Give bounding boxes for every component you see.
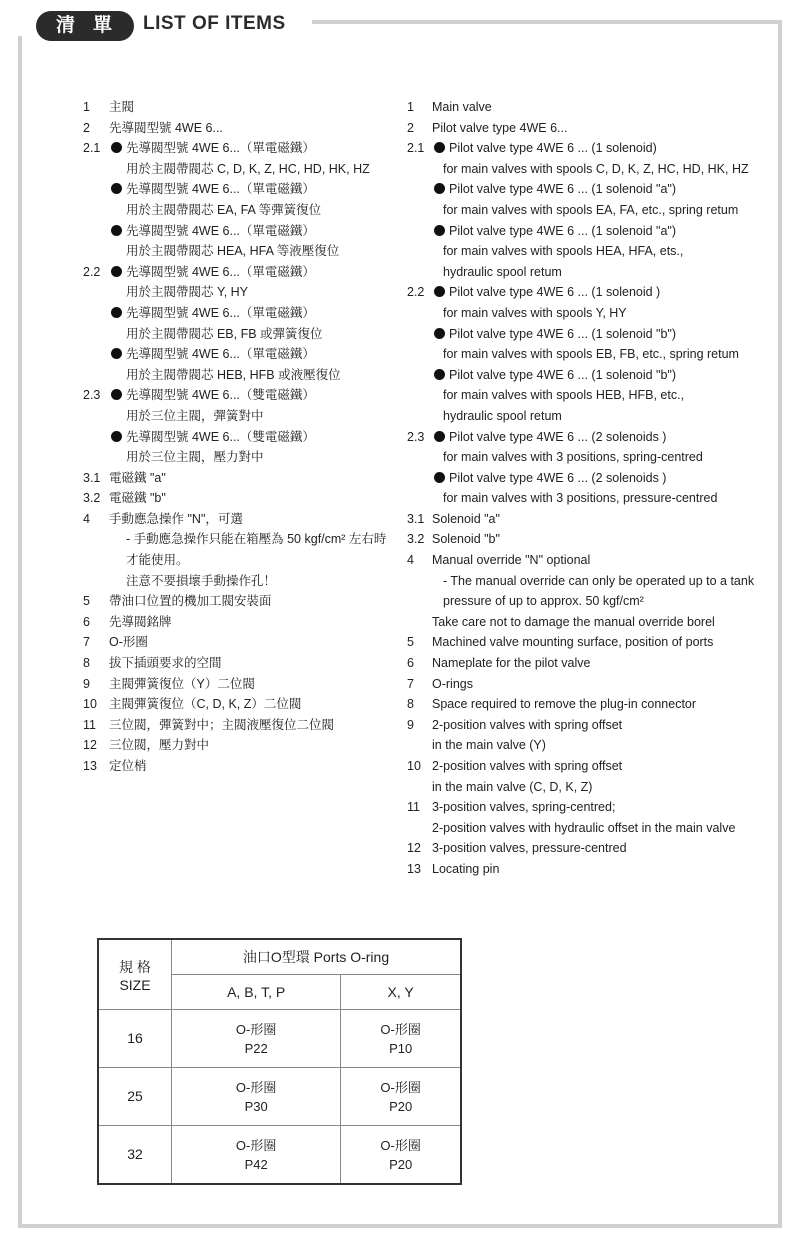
list-item bbox=[83, 118, 403, 139]
oring-code: P10 bbox=[389, 1040, 413, 1056]
item-text: for main valves with 3 positions, spring-centred bbox=[443, 450, 703, 465]
item-text: Pilot valve type 4WE 6 ... (1 solenoid "a") bbox=[449, 182, 677, 197]
list-item bbox=[407, 735, 777, 756]
oring-code: P22 bbox=[244, 1040, 268, 1056]
item-number: 9 bbox=[83, 676, 90, 691]
item-number: 3.2 bbox=[83, 491, 101, 506]
item-number: 11 bbox=[83, 717, 96, 732]
item-number: 3.2 bbox=[407, 532, 425, 547]
list-item bbox=[407, 324, 777, 345]
list-item bbox=[407, 591, 777, 612]
item-number: 9 bbox=[407, 717, 414, 732]
list-item bbox=[83, 303, 403, 324]
section-badge: 清單 bbox=[36, 11, 134, 41]
list-item bbox=[407, 262, 777, 283]
bullet-icon bbox=[111, 307, 122, 318]
item-number: 13 bbox=[407, 861, 421, 876]
list-item bbox=[83, 406, 403, 427]
item-number: 13 bbox=[83, 759, 97, 773]
frame-right-border bbox=[778, 20, 782, 1228]
item-text: 先導閥型號 4WE 6...（單電磁鐵） bbox=[126, 141, 315, 156]
bullet-icon bbox=[434, 472, 445, 483]
bullet-icon bbox=[111, 266, 122, 277]
item-number: 12 bbox=[407, 841, 421, 856]
item-text: 用於主閥帶閥芯 C, D, K, Z, HC, HD, HK, HZ bbox=[126, 161, 370, 176]
item-text: 手動應急操作 "N"，可選 bbox=[109, 511, 243, 526]
item-text: for main valves with spools HEA, HFA, ets., bbox=[443, 244, 684, 259]
list-item bbox=[407, 118, 777, 139]
oring-label: O-形圈 bbox=[380, 1137, 421, 1153]
list-item bbox=[83, 282, 403, 303]
item-text: hydraulic spool retum bbox=[443, 264, 562, 279]
oring-code: P20 bbox=[389, 1098, 413, 1114]
list-item bbox=[83, 427, 403, 448]
bullet-icon bbox=[434, 286, 445, 297]
list-item bbox=[407, 838, 777, 859]
oring-label: O-形圈 bbox=[235, 1137, 277, 1153]
item-text: for main valves with spools EB, FB, etc., spring retum bbox=[443, 347, 739, 362]
list-item bbox=[407, 529, 777, 550]
item-text: 先導閥型號 4WE 6...（單電磁鐵） bbox=[126, 305, 315, 320]
list-item bbox=[407, 509, 777, 530]
item-text: Pilot valve type 4WE 6 ... (1 solenoid "a") bbox=[449, 223, 677, 238]
list-item bbox=[83, 344, 403, 365]
bullet-icon bbox=[434, 369, 445, 380]
item-number: 6 bbox=[83, 614, 90, 629]
bullet-icon bbox=[111, 431, 122, 442]
item-text: 先導閥型號 4WE 6...（單電磁鐵） bbox=[126, 347, 315, 362]
list-item bbox=[83, 756, 403, 777]
size-cell: 32 bbox=[98, 1126, 172, 1185]
item-number: 10 bbox=[83, 697, 97, 712]
bullet-icon bbox=[434, 431, 445, 442]
list-item bbox=[407, 550, 777, 571]
item-text: 先導閥型號 4WE 6...（雙電磁鐵） bbox=[126, 388, 315, 403]
item-text: pressure of up to approx. 50 kgf/cm² bbox=[443, 594, 644, 609]
list-item bbox=[407, 447, 777, 468]
item-number: 6 bbox=[407, 656, 414, 671]
item-text: in the main valve (C, D, K, Z) bbox=[432, 779, 593, 794]
list-item bbox=[407, 159, 777, 180]
frame-bottom-border bbox=[18, 1224, 782, 1228]
item-text: 先導閥型號 4WE 6...（單電磁鐵） bbox=[126, 264, 315, 279]
item-text: Pilot valve type 4WE 6 ... (1 solenoid "b") bbox=[449, 326, 677, 341]
list-item bbox=[407, 365, 777, 386]
list-item bbox=[407, 179, 777, 200]
oring-label: O-形圈 bbox=[380, 1021, 421, 1037]
list-item bbox=[407, 777, 777, 798]
bullet-icon bbox=[434, 225, 445, 236]
list-item bbox=[83, 221, 403, 242]
item-text: for main valves with spools EA, FA, etc., spring retum bbox=[443, 202, 739, 217]
item-text: 2-position valves with hydraulic offset in the main valve bbox=[432, 820, 736, 835]
list-item bbox=[83, 509, 403, 530]
oring-cell bbox=[341, 1010, 461, 1068]
bullet-icon bbox=[111, 348, 122, 359]
item-text: Manual override "N" optional bbox=[432, 553, 591, 568]
table-row bbox=[98, 1126, 461, 1185]
item-text: 定位梢 bbox=[109, 759, 147, 773]
list-item bbox=[83, 674, 403, 695]
list-item bbox=[83, 447, 403, 468]
bullet-icon bbox=[434, 328, 445, 339]
item-text: 三位閥，壓力對中 bbox=[109, 738, 210, 753]
item-text: 主閥彈簧復位（C, D, K, Z）二位閥 bbox=[109, 697, 302, 712]
bullet-icon bbox=[111, 225, 122, 236]
list-item bbox=[83, 529, 403, 550]
item-number: 7 bbox=[83, 635, 90, 650]
item-number: 10 bbox=[407, 759, 421, 773]
oring-label: O-形圈 bbox=[235, 1021, 277, 1037]
list-item bbox=[407, 385, 777, 406]
item-text: 用於主閥帶閥芯 Y, HY bbox=[126, 285, 249, 300]
size-cell: 25 bbox=[98, 1068, 172, 1126]
frame-left-border bbox=[18, 36, 22, 1228]
list-item bbox=[407, 571, 777, 592]
col-abtp-header: A, B, T, P bbox=[172, 975, 341, 1010]
en-item-list bbox=[407, 97, 777, 880]
item-text: hydraulic spool retum bbox=[443, 408, 562, 423]
oring-code: P30 bbox=[244, 1098, 268, 1114]
oring-code: P20 bbox=[389, 1156, 413, 1172]
list-item bbox=[407, 221, 777, 242]
item-number: 2.2 bbox=[83, 264, 101, 279]
item-number: 8 bbox=[83, 656, 90, 671]
list-item bbox=[407, 674, 777, 695]
ports-header: 油口O型環 Ports O-ring bbox=[172, 939, 462, 975]
list-item bbox=[407, 694, 777, 715]
item-text: 主閥 bbox=[109, 100, 135, 114]
list-item bbox=[407, 632, 777, 653]
oring-cell bbox=[172, 1010, 341, 1068]
list-item bbox=[407, 282, 777, 303]
bullet-icon bbox=[434, 142, 445, 153]
item-text: - The manual override can only be operated up to a tank bbox=[443, 573, 755, 588]
item-text: Pilot valve type 4WE 6 ... (1 solenoid "b") bbox=[449, 367, 677, 382]
item-text: Nameplate for the pilot valve bbox=[432, 656, 591, 671]
list-item bbox=[83, 550, 403, 571]
list-item bbox=[83, 591, 403, 612]
item-text: for main valves with spools C, D, K, Z, HC, HD, HK, HZ bbox=[443, 161, 749, 176]
item-text: 帶油口位置的機加工閥安裝面 bbox=[109, 594, 272, 609]
oring-table bbox=[97, 938, 462, 1185]
item-text: 3-position valves, spring-centred; bbox=[432, 800, 616, 815]
list-item bbox=[83, 159, 403, 180]
item-text: 2-position valves with spring offset bbox=[432, 759, 623, 773]
item-number: 1 bbox=[83, 100, 90, 114]
item-text: 用於三位主閥，壓力對中 bbox=[126, 450, 264, 465]
list-item bbox=[407, 859, 777, 880]
item-text: Space required to remove the plug-in connector bbox=[432, 697, 697, 712]
item-text: - 手動應急操作只能在箱壓為 50 kgf/cm² 左右時 bbox=[126, 532, 387, 547]
list-item bbox=[83, 385, 403, 406]
item-text: for main valves with spools Y, HY bbox=[443, 305, 627, 320]
item-text: O-rings bbox=[432, 676, 473, 691]
list-item bbox=[407, 653, 777, 674]
item-text: 用於三位主閥，彈簧對中 bbox=[126, 408, 264, 423]
item-number: 12 bbox=[83, 738, 97, 753]
list-item bbox=[83, 715, 403, 736]
list-item bbox=[83, 179, 403, 200]
size-header-en: SIZE bbox=[119, 976, 151, 993]
oring-code: P42 bbox=[244, 1156, 268, 1172]
list-item bbox=[407, 241, 777, 262]
oring-label: O-形圈 bbox=[235, 1079, 277, 1095]
oring-label: O-形圈 bbox=[380, 1079, 421, 1095]
list-item bbox=[83, 324, 403, 345]
list-item bbox=[407, 756, 777, 777]
bullet-icon bbox=[111, 183, 122, 194]
list-item bbox=[83, 653, 403, 674]
item-number: 4 bbox=[83, 511, 90, 526]
list-item bbox=[83, 241, 403, 262]
list-item bbox=[407, 818, 777, 839]
item-number: 11 bbox=[407, 800, 420, 815]
item-number: 2 bbox=[83, 120, 90, 135]
list-item bbox=[407, 797, 777, 818]
list-item bbox=[407, 138, 777, 159]
list-item bbox=[407, 344, 777, 365]
item-number: 2.2 bbox=[407, 285, 425, 300]
col-xy-header: X, Y bbox=[341, 975, 461, 1010]
item-text: 先導閥型號 4WE 6...（雙電磁鐵） bbox=[126, 429, 315, 444]
item-number: 7 bbox=[407, 676, 414, 691]
item-text: Take care not to damage the manual override borel bbox=[432, 614, 715, 629]
list-item bbox=[83, 138, 403, 159]
item-text: Solenoid "b" bbox=[432, 532, 500, 547]
item-text: 先導閥型號 4WE 6...（單電磁鐵） bbox=[126, 182, 315, 197]
bullet-icon bbox=[111, 142, 122, 153]
list-item bbox=[407, 612, 777, 633]
item-text: 主閥彈簧復位（Y）二位閥 bbox=[109, 676, 255, 691]
item-number: 8 bbox=[407, 697, 414, 712]
list-item bbox=[83, 735, 403, 756]
item-number: 1 bbox=[407, 100, 414, 114]
item-text: 先導閥型號 4WE 6...（單電磁鐵） bbox=[126, 223, 315, 238]
item-text: 3-position valves, pressure-centred bbox=[432, 841, 627, 856]
zh-item-list bbox=[83, 97, 403, 777]
oring-cell bbox=[172, 1126, 341, 1185]
item-text: 先導閥銘牌 bbox=[109, 614, 172, 629]
size-header-zh: 規 格 bbox=[119, 958, 151, 975]
item-text: 先導閥型號 4WE 6... bbox=[109, 120, 223, 135]
item-text: 電磁鐵 "b" bbox=[109, 491, 166, 506]
list-item bbox=[407, 427, 777, 448]
item-number: 5 bbox=[83, 594, 90, 609]
list-item bbox=[83, 632, 403, 653]
item-text: 2-position valves with spring offset bbox=[432, 717, 623, 732]
item-text: 用於主閥帶閥芯 HEB, HFB 或液壓復位 bbox=[126, 367, 341, 382]
item-text: Pilot valve type 4WE 6 ... (2 solenoids ) bbox=[449, 470, 667, 485]
list-item bbox=[83, 694, 403, 715]
item-text: for main valves with spools HEB, HFB, etc., bbox=[443, 388, 685, 403]
oring-cell bbox=[172, 1068, 341, 1126]
table-row bbox=[98, 1010, 461, 1068]
bullet-icon bbox=[111, 389, 122, 400]
item-number: 5 bbox=[407, 635, 414, 650]
item-text: for main valves with 3 positions, pressure-centred bbox=[443, 491, 718, 506]
list-item bbox=[407, 468, 777, 489]
item-text: 用於主閥帶閥芯 EB, FB 或彈簧復位 bbox=[126, 326, 323, 341]
item-text: Solenoid "a" bbox=[432, 511, 500, 526]
list-item bbox=[83, 262, 403, 283]
item-text: Main valve bbox=[432, 100, 492, 114]
oring-cell bbox=[341, 1126, 461, 1185]
item-text: 注意不要損壞手動操作孔！ bbox=[126, 573, 277, 588]
list-item bbox=[407, 303, 777, 324]
oring-cell bbox=[341, 1068, 461, 1126]
list-item bbox=[407, 406, 777, 427]
bullet-icon bbox=[434, 183, 445, 194]
item-number: 2.1 bbox=[407, 141, 425, 156]
page-title: LIST OF ITEMS bbox=[143, 13, 286, 34]
list-item bbox=[407, 488, 777, 509]
item-text: Pilot valve type 4WE 6 ... (1 solenoid) bbox=[449, 141, 657, 156]
item-number: 2 bbox=[407, 120, 414, 135]
item-text: O-形圈 bbox=[109, 635, 148, 650]
item-text: Pilot valve type 4WE 6 ... (2 solenoids ) bbox=[449, 429, 667, 444]
list-item bbox=[83, 612, 403, 633]
item-text: 才能使用。 bbox=[126, 553, 189, 568]
list-item bbox=[83, 488, 403, 509]
list-item bbox=[83, 200, 403, 221]
item-text: in the main valve (Y) bbox=[432, 738, 546, 753]
frame-top-border bbox=[312, 20, 782, 24]
item-text: 拔下插頭要求的空間 bbox=[109, 656, 222, 671]
list-item bbox=[407, 97, 777, 118]
list-item bbox=[407, 200, 777, 221]
item-number: 2.3 bbox=[83, 388, 101, 403]
item-text: Locating pin bbox=[432, 861, 500, 876]
list-item bbox=[83, 571, 403, 592]
list-item bbox=[407, 715, 777, 736]
item-number: 2.1 bbox=[83, 141, 101, 156]
item-number: 3.1 bbox=[83, 470, 101, 485]
list-item bbox=[83, 468, 403, 489]
item-number: 3.1 bbox=[407, 511, 425, 526]
table-row bbox=[98, 1068, 461, 1126]
item-text: 用於主閥帶閥芯 EA, FA 等彈簧復位 bbox=[126, 202, 322, 217]
list-item bbox=[83, 365, 403, 386]
size-cell: 16 bbox=[98, 1010, 172, 1068]
item-text: 三位閥，彈簧對中；主閥液壓復位二位閥 bbox=[109, 717, 335, 732]
item-text: Pilot valve type 4WE 6 ... (1 solenoid ) bbox=[449, 285, 661, 300]
size-header bbox=[98, 939, 172, 1010]
item-text: 電磁鐵 "a" bbox=[109, 470, 166, 485]
item-text: Machined valve mounting surface, position of ports bbox=[432, 635, 714, 650]
item-text: Pilot valve type 4WE 6... bbox=[432, 120, 568, 135]
item-number: 2.3 bbox=[407, 429, 425, 444]
item-number: 4 bbox=[407, 553, 414, 568]
list-item bbox=[83, 97, 403, 118]
item-text: 用於主閥帶閥芯 HEA, HFA 等液壓復位 bbox=[126, 244, 340, 259]
